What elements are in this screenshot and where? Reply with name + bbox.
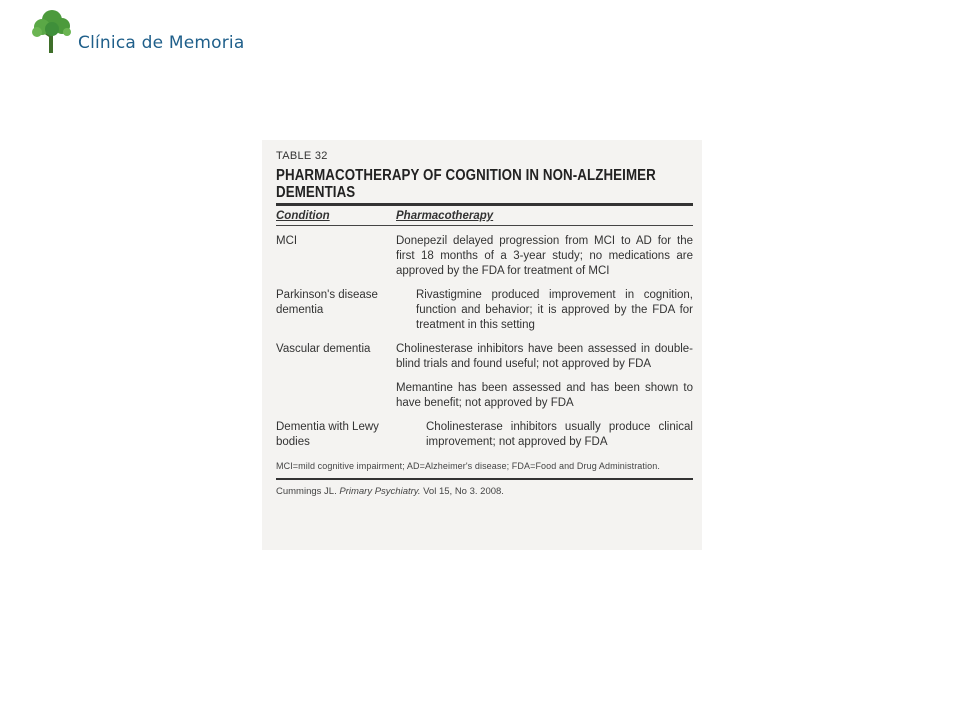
header-rule xyxy=(276,225,693,226)
row-pharmacotherapy: Memantine has been assessed and has been shown to have benefit; not approved by FDA xyxy=(396,382,693,409)
row-pharmacotherapy: Cholinesterase inhibitors have been assessed in double-blind trials and found useful; not approved by FDA xyxy=(396,343,693,370)
row-pharmacotherapy: Rivastigmine produced improvement in cognition, function and behavior; it is approved by the FDA for treatment in this setting xyxy=(416,289,693,331)
footer-rule xyxy=(276,478,693,480)
table-number: TABLE 32 xyxy=(276,150,328,162)
row-condition xyxy=(276,381,396,411)
row-condition: Vascular dementia xyxy=(276,343,371,355)
table-row xyxy=(276,420,693,450)
header-condition: Condition xyxy=(276,210,330,222)
title-rule xyxy=(276,203,693,206)
citation-author: Cummings JL. xyxy=(276,486,337,497)
row-condition: MCI xyxy=(276,235,298,247)
logo-text: Clínica de Memoria xyxy=(78,33,245,53)
table-header xyxy=(276,207,693,225)
header-pharmacotherapy: Pharmacotherapy xyxy=(396,210,494,222)
table-footnote: MCI=mild cognitive impairment; AD=Alzheimer's disease; FDA=Food and Drug Administration. xyxy=(276,461,660,471)
table-row xyxy=(276,342,693,372)
table-row xyxy=(276,381,693,411)
row-pharmacotherapy: Donepezil delayed progression from MCI to AD for the first 18 months of a 3-year study; no medications are approved by the FDA for treatment of MCI xyxy=(396,235,693,277)
clinic-logo xyxy=(30,6,244,58)
row-condition: Parkinson's disease dementia xyxy=(276,289,378,316)
citation-details: Vol 15, No 3. 2008. xyxy=(423,486,504,497)
tree-icon xyxy=(30,7,74,57)
table-title: PHARMACOTHERAPY OF COGNITION IN NON-ALZHEIMER DEMENTIAS xyxy=(276,167,656,201)
row-pharmacotherapy: Cholinesterase inhibitors usually produce clinical improvement; not approved by FDA xyxy=(426,421,693,448)
scanned-table xyxy=(262,140,702,550)
citation-journal: Primary Psychiatry. xyxy=(339,486,421,497)
table-row xyxy=(276,288,693,333)
citation xyxy=(276,486,693,497)
table-row xyxy=(276,234,693,279)
row-condition: Dementia with Lewy bodies xyxy=(276,421,379,448)
